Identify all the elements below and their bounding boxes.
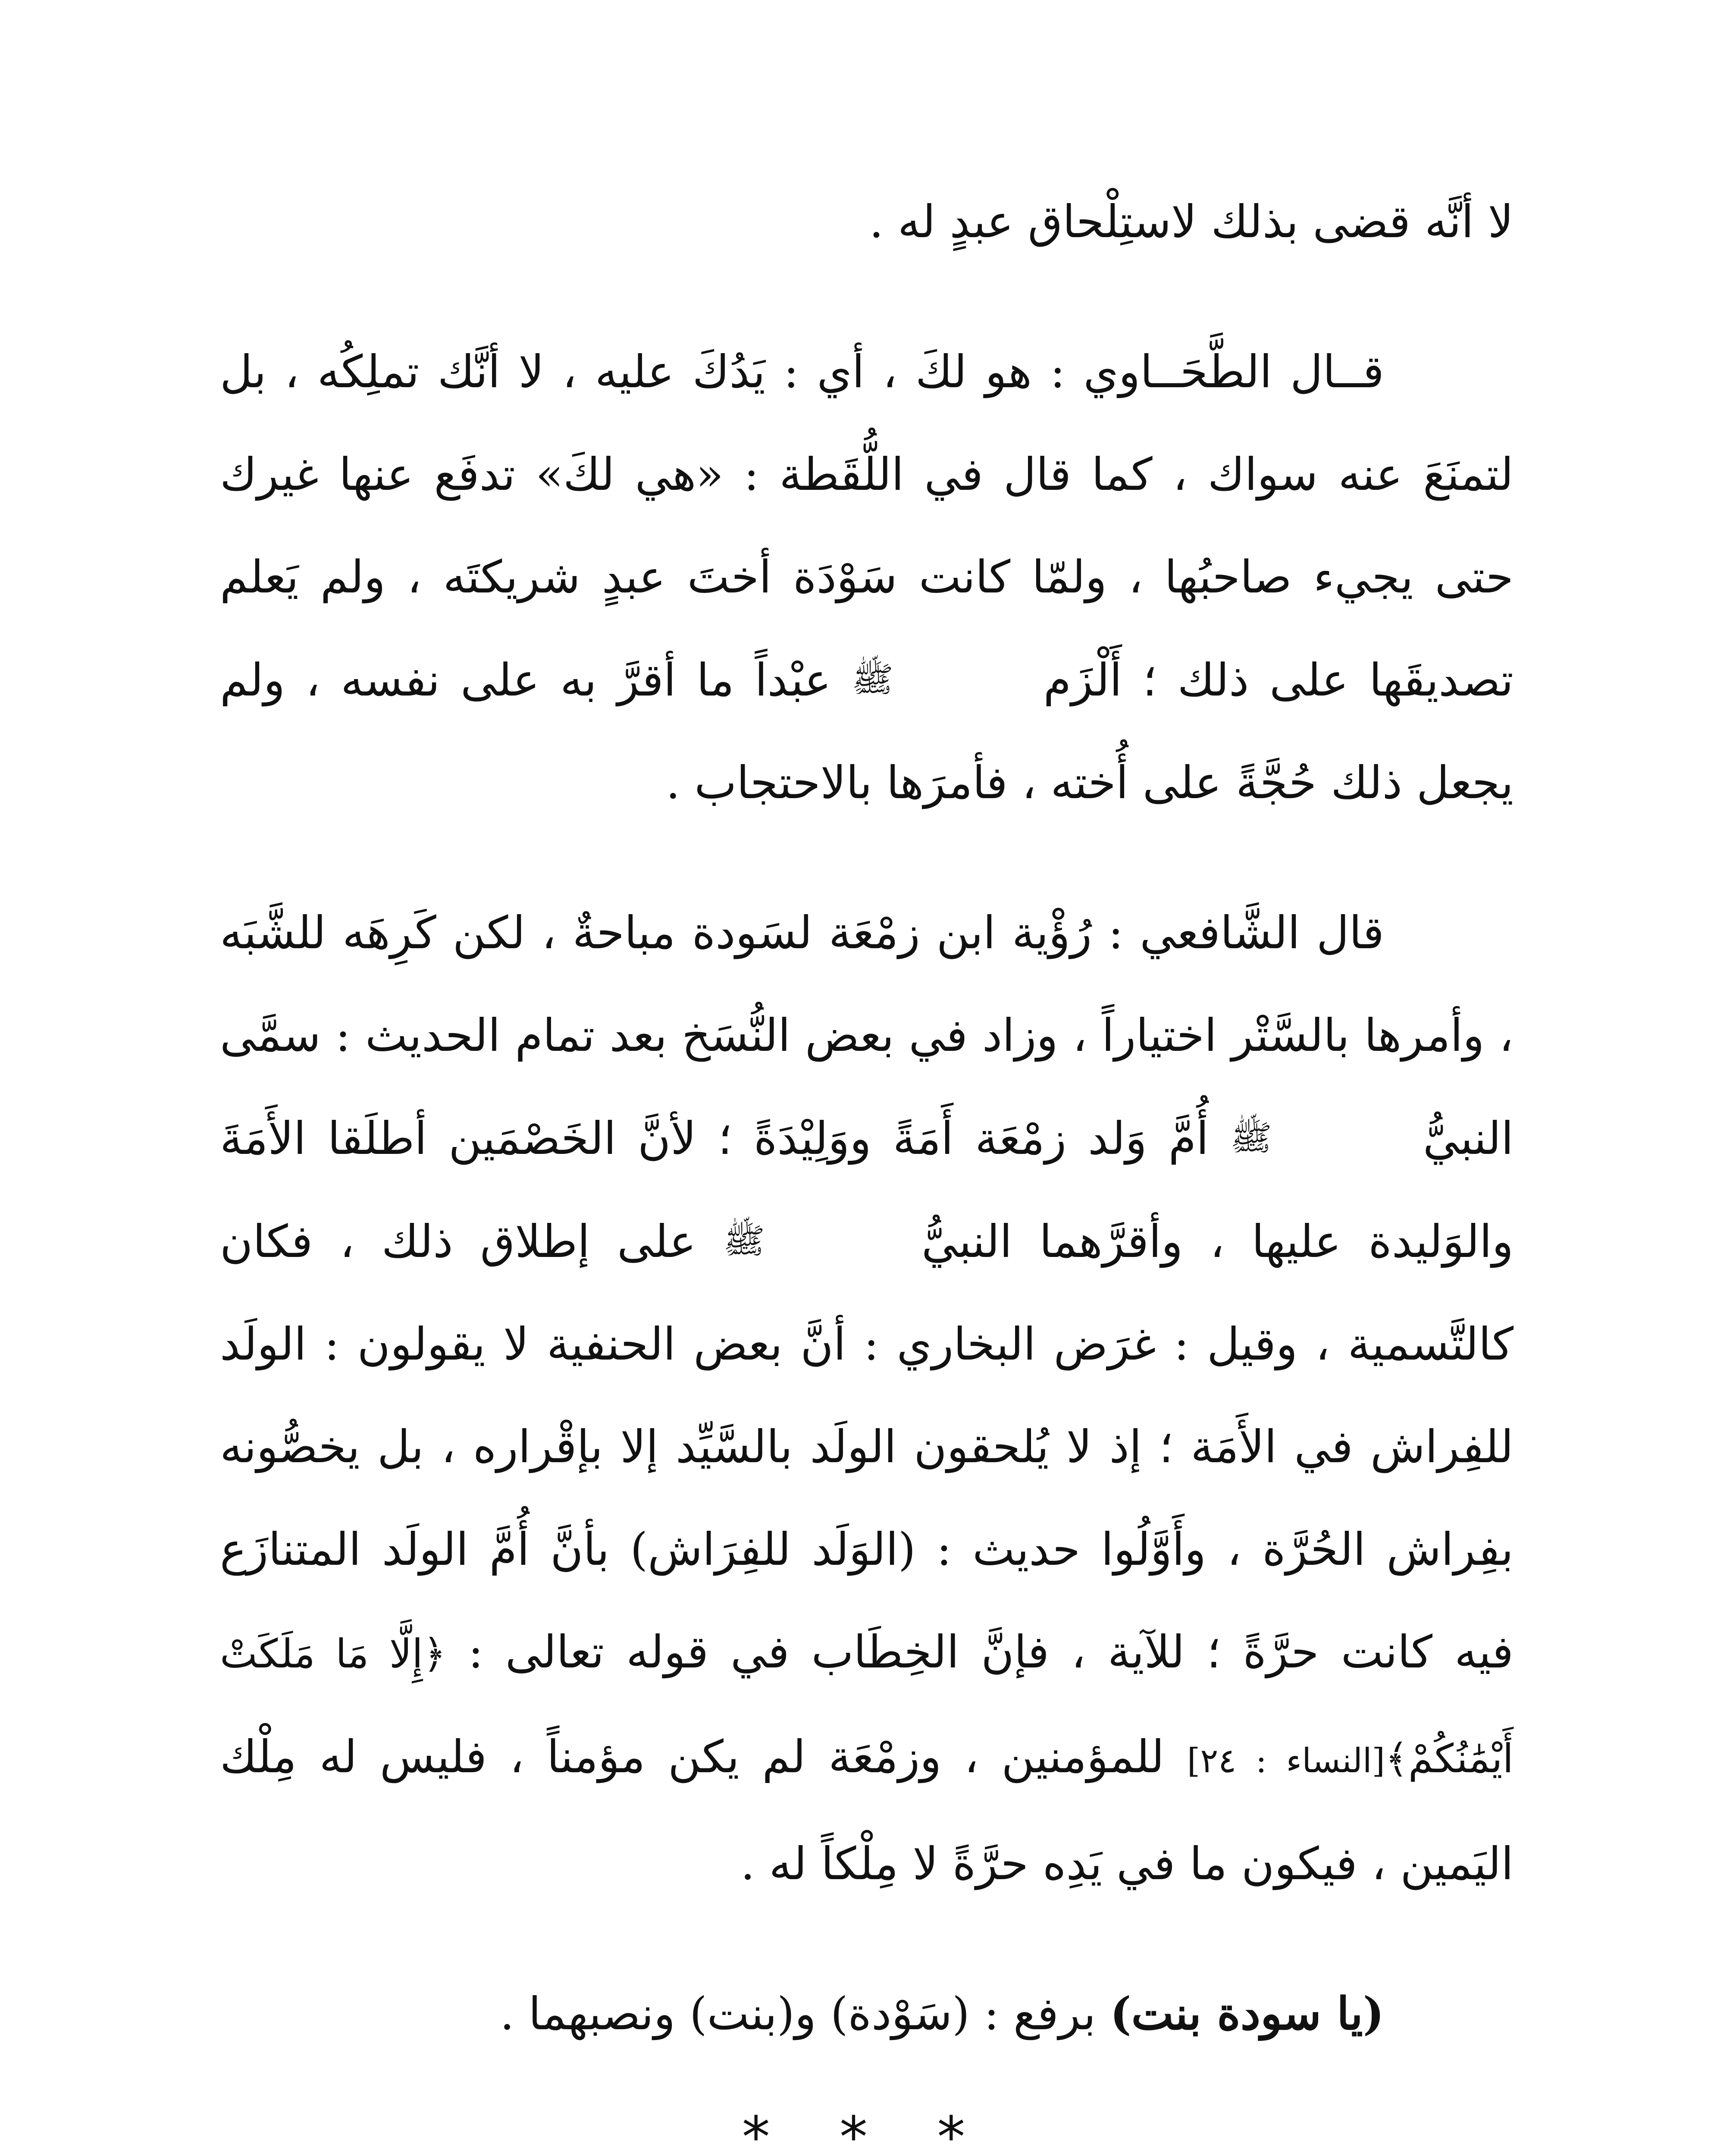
honorific-symbol: ﷺ: [723, 1221, 765, 1261]
tahawi-text: قــال الطَّحَــاوي : هو لكَ ، أي : يَدُكَ عليه ، لا أنَّك تملِكُه ، بل لتمنَعَ عنه سواك ، كما قال في اللُّقَطة : «هي لكَ» تدفَع عنها غيرك حتى يجيء صاحبُها ، ولمّا كانت سَوْدَة أختَ عبدٍ شريكتَه ، ولم يَعلم تصديقَها على ذلك ؛ أَلْزَم: [220, 345, 1514, 706]
quran-verse: ﴿إِلَّا مَا مَلَكَتْ أَيْمَٰنُكُمْ﴾: [220, 1631, 1514, 1782]
sawda-explanation: برفع : (سَوْدة) و(بنت) ونصبهما .: [500, 1987, 1096, 2040]
shafii-text-4: للمؤمنين ، وزمْعَة لم يكن مؤمناً ، فليس له مِلْك اليَمين ، فيكون ما في يَدِه حرَّةً لا مِلْكاً له .: [220, 1730, 1514, 1890]
paragraph-sawda: [220, 1962, 1514, 2065]
section-divider: * * *: [742, 2104, 991, 2156]
honorific-symbol: ﷺ: [1230, 1118, 1272, 1158]
tahawi-text-end: عبْداً ما أقرَّ به على نفسه ، ولم يجعل ذلك حُجَّةً على أُخته ، فأمرَها بالاحتجاب .: [220, 654, 1514, 809]
shafii-text-2: أُمَّ وَلد زمْعَة أَمَةً ووَلِيْدَةً ؛ لأنَّ الخَصْمَين أطلَقا الأَمَةَ والوَليدة عليها ، وأقرَّهما النبيُّ: [220, 1112, 1514, 1268]
honorific-symbol: ﷺ: [852, 659, 893, 699]
paragraph-tahawi: [220, 320, 1514, 834]
quran-reference: [النساء : ٢٤]: [1187, 1742, 1385, 1780]
paragraph-shafii: [220, 881, 1514, 1915]
sawda-lemma: (يا سودة بنت): [1110, 1987, 1384, 2040]
body-text: [220, 170, 1514, 2112]
shafii-text-3: على إطلاق ذلك ، فكان كالتَّسمية ، وقيل : غرَض البخاري : أنَّ بعض الحنفية لا يقولون : الولَد للفِراش في الأَمَة ؛ إذ لا يُلحقون الولَد بالسَّيِّد إلا بإقْراره ، بل يخصُّونه بفِراش الحُرَّة ، وأَوَّلُوا حديث : (الوَلَد للفِرَاش) بأنَّ أُمَّ الولَد المتنازَع فيه كانت حرَّةً ؛ للآية ، فإنَّ الخِطَاب في قوله تعالى :: [220, 1215, 1514, 1678]
paragraph-continuation: [220, 170, 1514, 273]
shafii-text-1: قال الشَّافعي : رُؤْية ابن زمْعَة لسَودة مباحةٌ ، لكن كَرِهَه للشَّبَه ، وأمرها بالسَّتْر اختياراً ، وزاد في بعض النُّسَخ بعد تمام الحديث : سمَّى النبيُّ: [220, 906, 1514, 1165]
continuation-text: لا أنَّه قضى بذلك لاستِلْحاق عبدٍ له .: [869, 195, 1514, 248]
